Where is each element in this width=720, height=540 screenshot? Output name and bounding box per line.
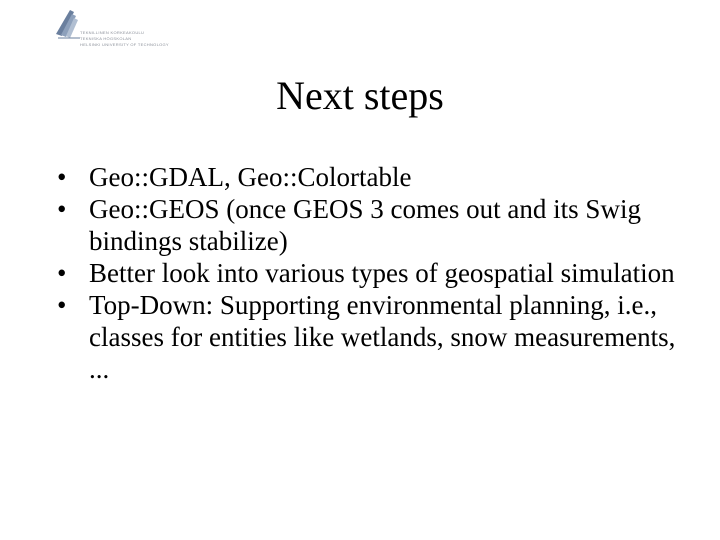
bullet-list bbox=[57, 161, 697, 385]
university-logo bbox=[52, 4, 182, 52]
bullet-item bbox=[57, 161, 697, 193]
logo-text bbox=[80, 30, 169, 48]
logo-line-3: HELSINKI UNIVERSITY OF TECHNOLOGY bbox=[80, 42, 169, 47]
bullet-text: Geo::GDAL, Geo::Colortable bbox=[89, 162, 412, 192]
logo-line-2: TEKNISKA HÖGSKOLAN bbox=[80, 36, 132, 41]
logo-line-1: TEKNILLINEN KORKEAKOULU bbox=[80, 30, 145, 35]
bullet-item bbox=[57, 289, 697, 385]
bullet-glyph: • bbox=[57, 290, 67, 320]
bullet-glyph: • bbox=[57, 162, 67, 192]
bullet-item bbox=[57, 257, 697, 289]
university-emblem-icon bbox=[52, 4, 82, 40]
bullet-glyph: • bbox=[57, 258, 67, 288]
bullet-text: Geo::GEOS (once GEOS 3 comes out and its Swig bindings stabilize) bbox=[89, 194, 641, 256]
bullet-text: Better look into various types of geospatial simulation bbox=[89, 258, 675, 288]
bullet-glyph: • bbox=[57, 194, 67, 224]
slide-title: Next steps bbox=[276, 73, 444, 118]
bullet-item bbox=[57, 193, 697, 257]
bullet-text: Top-Down: Supporting environmental planning, i.e., classes for entities like wetlands, snow measurements, ... bbox=[89, 290, 676, 384]
